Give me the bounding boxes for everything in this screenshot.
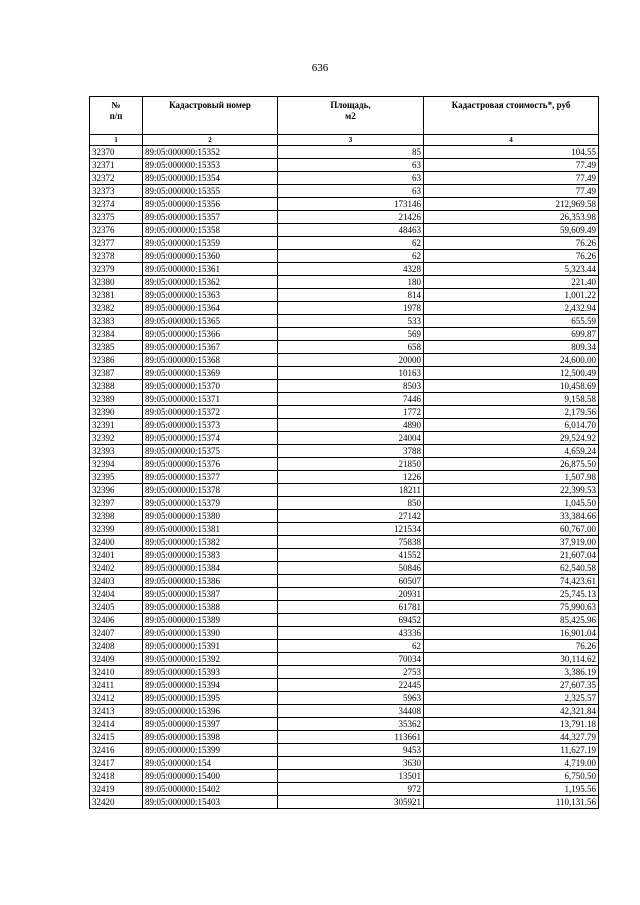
value-cell: 1,001.22 bbox=[424, 289, 599, 302]
value-cell: 76.26 bbox=[424, 237, 599, 250]
value-cell: 74,423.61 bbox=[424, 575, 599, 588]
row-number-cell: 32372 bbox=[90, 172, 143, 185]
row-number-cell: 32391 bbox=[90, 419, 143, 432]
row-number-cell: 32408 bbox=[90, 640, 143, 653]
table-row bbox=[90, 627, 599, 640]
value-cell: 12,500.49 bbox=[424, 367, 599, 380]
row-number-cell: 32419 bbox=[90, 783, 143, 796]
row-number-cell: 32386 bbox=[90, 354, 143, 367]
value-cell: 37,919.00 bbox=[424, 536, 599, 549]
table-row bbox=[90, 237, 599, 250]
cadastral-number-cell: 89:05:000000:15357 bbox=[143, 211, 278, 224]
cadastral-number-cell: 89:05:000000:15372 bbox=[143, 406, 278, 419]
area-cell: 121534 bbox=[278, 523, 424, 536]
area-cell: 20931 bbox=[278, 588, 424, 601]
area-cell: 850 bbox=[278, 497, 424, 510]
table-row bbox=[90, 276, 599, 289]
table-row bbox=[90, 575, 599, 588]
value-cell: 24,600.00 bbox=[424, 354, 599, 367]
header-cadastral-number: Кадастровый номер bbox=[143, 97, 278, 135]
table-row bbox=[90, 354, 599, 367]
table-row bbox=[90, 744, 599, 757]
area-cell: 8503 bbox=[278, 380, 424, 393]
table-row bbox=[90, 432, 599, 445]
row-number-cell: 32393 bbox=[90, 445, 143, 458]
table-row bbox=[90, 588, 599, 601]
area-cell: 22445 bbox=[278, 679, 424, 692]
row-number-cell: 32370 bbox=[90, 146, 143, 159]
area-cell: 113661 bbox=[278, 731, 424, 744]
value-cell: 21,607.04 bbox=[424, 549, 599, 562]
header-row-number: № п/п bbox=[90, 97, 143, 135]
cadastral-number-cell: 89:05:000000:15389 bbox=[143, 614, 278, 627]
value-cell: 26,875.50 bbox=[424, 458, 599, 471]
area-cell: 21850 bbox=[278, 458, 424, 471]
cadastral-number-cell: 89:05:000000:15369 bbox=[143, 367, 278, 380]
area-cell: 658 bbox=[278, 341, 424, 354]
cadastral-number-cell: 89:05:000000:15358 bbox=[143, 224, 278, 237]
cadastral-number-cell: 89:05:000000:15363 bbox=[143, 289, 278, 302]
table-row bbox=[90, 315, 599, 328]
row-number-cell: 32377 bbox=[90, 237, 143, 250]
table-row bbox=[90, 393, 599, 406]
table-row bbox=[90, 302, 599, 315]
area-cell: 35362 bbox=[278, 718, 424, 731]
table-index-row bbox=[90, 135, 599, 146]
cadastral-number-cell: 89:05:000000:15383 bbox=[143, 549, 278, 562]
value-cell: 6,750.50 bbox=[424, 770, 599, 783]
value-cell: 25,745.13 bbox=[424, 588, 599, 601]
value-cell: 62,540.58 bbox=[424, 562, 599, 575]
value-cell: 16,901.04 bbox=[424, 627, 599, 640]
value-cell: 2,179.56 bbox=[424, 406, 599, 419]
cadastral-table bbox=[89, 96, 599, 809]
table-body bbox=[90, 146, 599, 809]
table-row bbox=[90, 224, 599, 237]
value-cell: 2,325.57 bbox=[424, 692, 599, 705]
row-number-cell: 32378 bbox=[90, 250, 143, 263]
cadastral-number-cell: 89:05:000000:15392 bbox=[143, 653, 278, 666]
value-cell: 11,627.19 bbox=[424, 744, 599, 757]
cadastral-number-cell: 89:05:000000:15380 bbox=[143, 510, 278, 523]
row-number-cell: 32380 bbox=[90, 276, 143, 289]
index-cell: 2 bbox=[143, 135, 278, 146]
table-row bbox=[90, 471, 599, 484]
row-number-cell: 32396 bbox=[90, 484, 143, 497]
value-cell: 13,791.18 bbox=[424, 718, 599, 731]
table-row bbox=[90, 367, 599, 380]
area-cell: 2753 bbox=[278, 666, 424, 679]
area-cell: 9453 bbox=[278, 744, 424, 757]
table-row bbox=[90, 341, 599, 354]
cadastral-number-cell: 89:05:000000:15366 bbox=[143, 328, 278, 341]
cadastral-number-cell: 89:05:000000:15355 bbox=[143, 185, 278, 198]
table-row bbox=[90, 523, 599, 536]
area-cell: 63 bbox=[278, 172, 424, 185]
area-cell: 180 bbox=[278, 276, 424, 289]
row-number-cell: 32382 bbox=[90, 302, 143, 315]
area-cell: 24004 bbox=[278, 432, 424, 445]
area-cell: 814 bbox=[278, 289, 424, 302]
row-number-cell: 32412 bbox=[90, 692, 143, 705]
table-row bbox=[90, 497, 599, 510]
row-number-cell: 32395 bbox=[90, 471, 143, 484]
area-cell: 4890 bbox=[278, 419, 424, 432]
cadastral-number-cell: 89:05:000000:15388 bbox=[143, 601, 278, 614]
area-cell: 43336 bbox=[278, 627, 424, 640]
value-cell: 4,659.24 bbox=[424, 445, 599, 458]
row-number-cell: 32384 bbox=[90, 328, 143, 341]
cadastral-number-cell: 89:05:000000:15354 bbox=[143, 172, 278, 185]
table-row bbox=[90, 614, 599, 627]
table-row bbox=[90, 705, 599, 718]
row-number-cell: 32388 bbox=[90, 380, 143, 393]
value-cell: 1,507.98 bbox=[424, 471, 599, 484]
value-cell: 30,114.62 bbox=[424, 653, 599, 666]
value-cell: 104.55 bbox=[424, 146, 599, 159]
area-cell: 34408 bbox=[278, 705, 424, 718]
row-number-cell: 32397 bbox=[90, 497, 143, 510]
cadastral-number-cell: 89:05:000000:15384 bbox=[143, 562, 278, 575]
value-cell: 22,399.53 bbox=[424, 484, 599, 497]
row-number-cell: 32376 bbox=[90, 224, 143, 237]
area-cell: 62 bbox=[278, 250, 424, 263]
table-row bbox=[90, 666, 599, 679]
row-number-cell: 32392 bbox=[90, 432, 143, 445]
area-cell: 20000 bbox=[278, 354, 424, 367]
value-cell: 33,384.66 bbox=[424, 510, 599, 523]
value-cell: 1,045.50 bbox=[424, 497, 599, 510]
table-row bbox=[90, 692, 599, 705]
value-cell: 1,195.56 bbox=[424, 783, 599, 796]
area-cell: 305921 bbox=[278, 796, 424, 809]
cadastral-number-cell: 89:05:000000:15375 bbox=[143, 445, 278, 458]
table-row bbox=[90, 653, 599, 666]
table-row bbox=[90, 445, 599, 458]
value-cell: 5,323.44 bbox=[424, 263, 599, 276]
cadastral-number-cell: 89:05:000000:15367 bbox=[143, 341, 278, 354]
table-row bbox=[90, 510, 599, 523]
cadastral-number-cell: 89:05:000000:15394 bbox=[143, 679, 278, 692]
table-row bbox=[90, 679, 599, 692]
row-number-cell: 32417 bbox=[90, 757, 143, 770]
area-cell: 62 bbox=[278, 237, 424, 250]
area-cell: 63 bbox=[278, 185, 424, 198]
cadastral-number-cell: 89:05:000000:15390 bbox=[143, 627, 278, 640]
value-cell: 27,607.35 bbox=[424, 679, 599, 692]
table-row bbox=[90, 419, 599, 432]
table-row bbox=[90, 640, 599, 653]
value-cell: 212,969.58 bbox=[424, 198, 599, 211]
cadastral-number-cell: 89:05:000000:15368 bbox=[143, 354, 278, 367]
area-cell: 69452 bbox=[278, 614, 424, 627]
area-cell: 5963 bbox=[278, 692, 424, 705]
cadastral-number-cell: 89:05:000000:15378 bbox=[143, 484, 278, 497]
table-row bbox=[90, 536, 599, 549]
row-number-cell: 32418 bbox=[90, 770, 143, 783]
row-number-cell: 32375 bbox=[90, 211, 143, 224]
cadastral-number-cell: 89:05:000000:15386 bbox=[143, 575, 278, 588]
row-number-cell: 32394 bbox=[90, 458, 143, 471]
cadastral-number-cell: 89:05:000000:15362 bbox=[143, 276, 278, 289]
value-cell: 76.26 bbox=[424, 250, 599, 263]
area-cell: 1978 bbox=[278, 302, 424, 315]
value-cell: 76.26 bbox=[424, 640, 599, 653]
cadastral-number-cell: 89:05:000000:15397 bbox=[143, 718, 278, 731]
table-row bbox=[90, 328, 599, 341]
row-number-cell: 32373 bbox=[90, 185, 143, 198]
table-row bbox=[90, 549, 599, 562]
table-row bbox=[90, 380, 599, 393]
value-cell: 77.49 bbox=[424, 159, 599, 172]
cadastral-number-cell: 89:05:000000:15360 bbox=[143, 250, 278, 263]
cadastral-number-cell: 89:05:000000:15373 bbox=[143, 419, 278, 432]
header-area: Площадь, м2 bbox=[278, 97, 424, 135]
table-row bbox=[90, 159, 599, 172]
cadastral-number-cell: 89:05:000000:15365 bbox=[143, 315, 278, 328]
area-cell: 63 bbox=[278, 159, 424, 172]
value-cell: 59,609.49 bbox=[424, 224, 599, 237]
area-cell: 75838 bbox=[278, 536, 424, 549]
table-row bbox=[90, 289, 599, 302]
table-row bbox=[90, 757, 599, 770]
value-cell: 29,524.92 bbox=[424, 432, 599, 445]
area-cell: 21426 bbox=[278, 211, 424, 224]
cadastral-number-cell: 89:05:000000:15374 bbox=[143, 432, 278, 445]
row-number-cell: 32390 bbox=[90, 406, 143, 419]
row-number-cell: 32389 bbox=[90, 393, 143, 406]
value-cell: 10,458.69 bbox=[424, 380, 599, 393]
table-row bbox=[90, 185, 599, 198]
table-header-row bbox=[90, 97, 599, 135]
row-number-cell: 32379 bbox=[90, 263, 143, 276]
area-cell: 173146 bbox=[278, 198, 424, 211]
table-row bbox=[90, 783, 599, 796]
area-cell: 972 bbox=[278, 783, 424, 796]
value-cell: 699.87 bbox=[424, 328, 599, 341]
area-cell: 533 bbox=[278, 315, 424, 328]
value-cell: 3,386.19 bbox=[424, 666, 599, 679]
table-row bbox=[90, 406, 599, 419]
table-row bbox=[90, 601, 599, 614]
cadastral-number-cell: 89:05:000000:15376 bbox=[143, 458, 278, 471]
cadastral-number-cell: 89:05:000000:15364 bbox=[143, 302, 278, 315]
row-number-cell: 32402 bbox=[90, 562, 143, 575]
cadastral-number-cell: 89:05:000000:15387 bbox=[143, 588, 278, 601]
value-cell: 110,131.56 bbox=[424, 796, 599, 809]
cadastral-number-cell: 89:05:000000:15393 bbox=[143, 666, 278, 679]
cadastral-number-cell: 89:05:000000:15371 bbox=[143, 393, 278, 406]
cadastral-number-cell: 89:05:000000:15398 bbox=[143, 731, 278, 744]
area-cell: 18211 bbox=[278, 484, 424, 497]
table-row bbox=[90, 198, 599, 211]
row-number-cell: 32385 bbox=[90, 341, 143, 354]
area-cell: 41552 bbox=[278, 549, 424, 562]
value-cell: 221.40 bbox=[424, 276, 599, 289]
value-cell: 75,990.63 bbox=[424, 601, 599, 614]
index-cell: 3 bbox=[278, 135, 424, 146]
value-cell: 77.49 bbox=[424, 185, 599, 198]
area-cell: 3788 bbox=[278, 445, 424, 458]
area-cell: 7446 bbox=[278, 393, 424, 406]
table-row bbox=[90, 458, 599, 471]
row-number-cell: 32404 bbox=[90, 588, 143, 601]
area-cell: 27142 bbox=[278, 510, 424, 523]
value-cell: 85,425.96 bbox=[424, 614, 599, 627]
cadastral-number-cell: 89:05:000000:15395 bbox=[143, 692, 278, 705]
row-number-cell: 32420 bbox=[90, 796, 143, 809]
area-cell: 61781 bbox=[278, 601, 424, 614]
row-number-cell: 32374 bbox=[90, 198, 143, 211]
cadastral-number-cell: 89:05:000000:15381 bbox=[143, 523, 278, 536]
row-number-cell: 32406 bbox=[90, 614, 143, 627]
value-cell: 42,321.84 bbox=[424, 705, 599, 718]
row-number-cell: 32401 bbox=[90, 549, 143, 562]
page-number: 636 bbox=[311, 62, 329, 74]
table-row bbox=[90, 718, 599, 731]
area-cell: 60507 bbox=[278, 575, 424, 588]
cadastral-number-cell: 89:05:000000:15353 bbox=[143, 159, 278, 172]
value-cell: 44,327.79 bbox=[424, 731, 599, 744]
area-cell: 3630 bbox=[278, 757, 424, 770]
row-number-cell: 32398 bbox=[90, 510, 143, 523]
row-number-cell: 32405 bbox=[90, 601, 143, 614]
table-row bbox=[90, 211, 599, 224]
table-row bbox=[90, 770, 599, 783]
cadastral-number-cell: 89:05:000000:15403 bbox=[143, 796, 278, 809]
table-row bbox=[90, 146, 599, 159]
cadastral-number-cell: 89:05:000000:15399 bbox=[143, 744, 278, 757]
cadastral-number-cell: 89:05:000000:15352 bbox=[143, 146, 278, 159]
row-number-cell: 32407 bbox=[90, 627, 143, 640]
row-number-cell: 32413 bbox=[90, 705, 143, 718]
value-cell: 6,014.70 bbox=[424, 419, 599, 432]
value-cell: 26,353.98 bbox=[424, 211, 599, 224]
row-number-cell: 32409 bbox=[90, 653, 143, 666]
cadastral-number-cell: 89:05:000000:15359 bbox=[143, 237, 278, 250]
area-cell: 1772 bbox=[278, 406, 424, 419]
table-row bbox=[90, 796, 599, 809]
table-row bbox=[90, 172, 599, 185]
cadastral-number-cell: 89:05:000000:15402 bbox=[143, 783, 278, 796]
value-cell: 2,432.94 bbox=[424, 302, 599, 315]
row-number-cell: 32381 bbox=[90, 289, 143, 302]
cadastral-number-cell: 89:05:000000:15356 bbox=[143, 198, 278, 211]
area-cell: 62 bbox=[278, 640, 424, 653]
area-cell: 48463 bbox=[278, 224, 424, 237]
row-number-cell: 32410 bbox=[90, 666, 143, 679]
index-cell: 1 bbox=[90, 135, 143, 146]
row-number-cell: 32399 bbox=[90, 523, 143, 536]
table-row bbox=[90, 731, 599, 744]
area-cell: 85 bbox=[278, 146, 424, 159]
row-number-cell: 32416 bbox=[90, 744, 143, 757]
row-number-cell: 32414 bbox=[90, 718, 143, 731]
header-cadastral-value: Кадастровая стоимость*, руб bbox=[424, 97, 599, 135]
value-cell: 809.34 bbox=[424, 341, 599, 354]
area-cell: 50846 bbox=[278, 562, 424, 575]
cadastral-number-cell: 89:05:000000:15382 bbox=[143, 536, 278, 549]
cadastral-number-cell: 89:05:000000:154 bbox=[143, 757, 278, 770]
row-number-cell: 32387 bbox=[90, 367, 143, 380]
table-row bbox=[90, 263, 599, 276]
area-cell: 70034 bbox=[278, 653, 424, 666]
cadastral-number-cell: 89:05:000000:15379 bbox=[143, 497, 278, 510]
cadastral-number-cell: 89:05:000000:15377 bbox=[143, 471, 278, 484]
cadastral-number-cell: 89:05:000000:15396 bbox=[143, 705, 278, 718]
row-number-cell: 32371 bbox=[90, 159, 143, 172]
value-cell: 655.59 bbox=[424, 315, 599, 328]
cadastral-number-cell: 89:05:000000:15361 bbox=[143, 263, 278, 276]
area-cell: 13501 bbox=[278, 770, 424, 783]
area-cell: 4328 bbox=[278, 263, 424, 276]
row-number-cell: 32411 bbox=[90, 679, 143, 692]
table-row bbox=[90, 562, 599, 575]
row-number-cell: 32383 bbox=[90, 315, 143, 328]
area-cell: 10163 bbox=[278, 367, 424, 380]
row-number-cell: 32400 bbox=[90, 536, 143, 549]
cadastral-number-cell: 89:05:000000:15391 bbox=[143, 640, 278, 653]
table-row bbox=[90, 484, 599, 497]
value-cell: 4,719.00 bbox=[424, 757, 599, 770]
row-number-cell: 32415 bbox=[90, 731, 143, 744]
row-number-cell: 32403 bbox=[90, 575, 143, 588]
value-cell: 9,158.58 bbox=[424, 393, 599, 406]
index-cell: 4 bbox=[424, 135, 599, 146]
cadastral-number-cell: 89:05:000000:15370 bbox=[143, 380, 278, 393]
value-cell: 60,767.00 bbox=[424, 523, 599, 536]
area-cell: 1226 bbox=[278, 471, 424, 484]
value-cell: 77.49 bbox=[424, 172, 599, 185]
cadastral-number-cell: 89:05:000000:15400 bbox=[143, 770, 278, 783]
table-row bbox=[90, 250, 599, 263]
area-cell: 569 bbox=[278, 328, 424, 341]
